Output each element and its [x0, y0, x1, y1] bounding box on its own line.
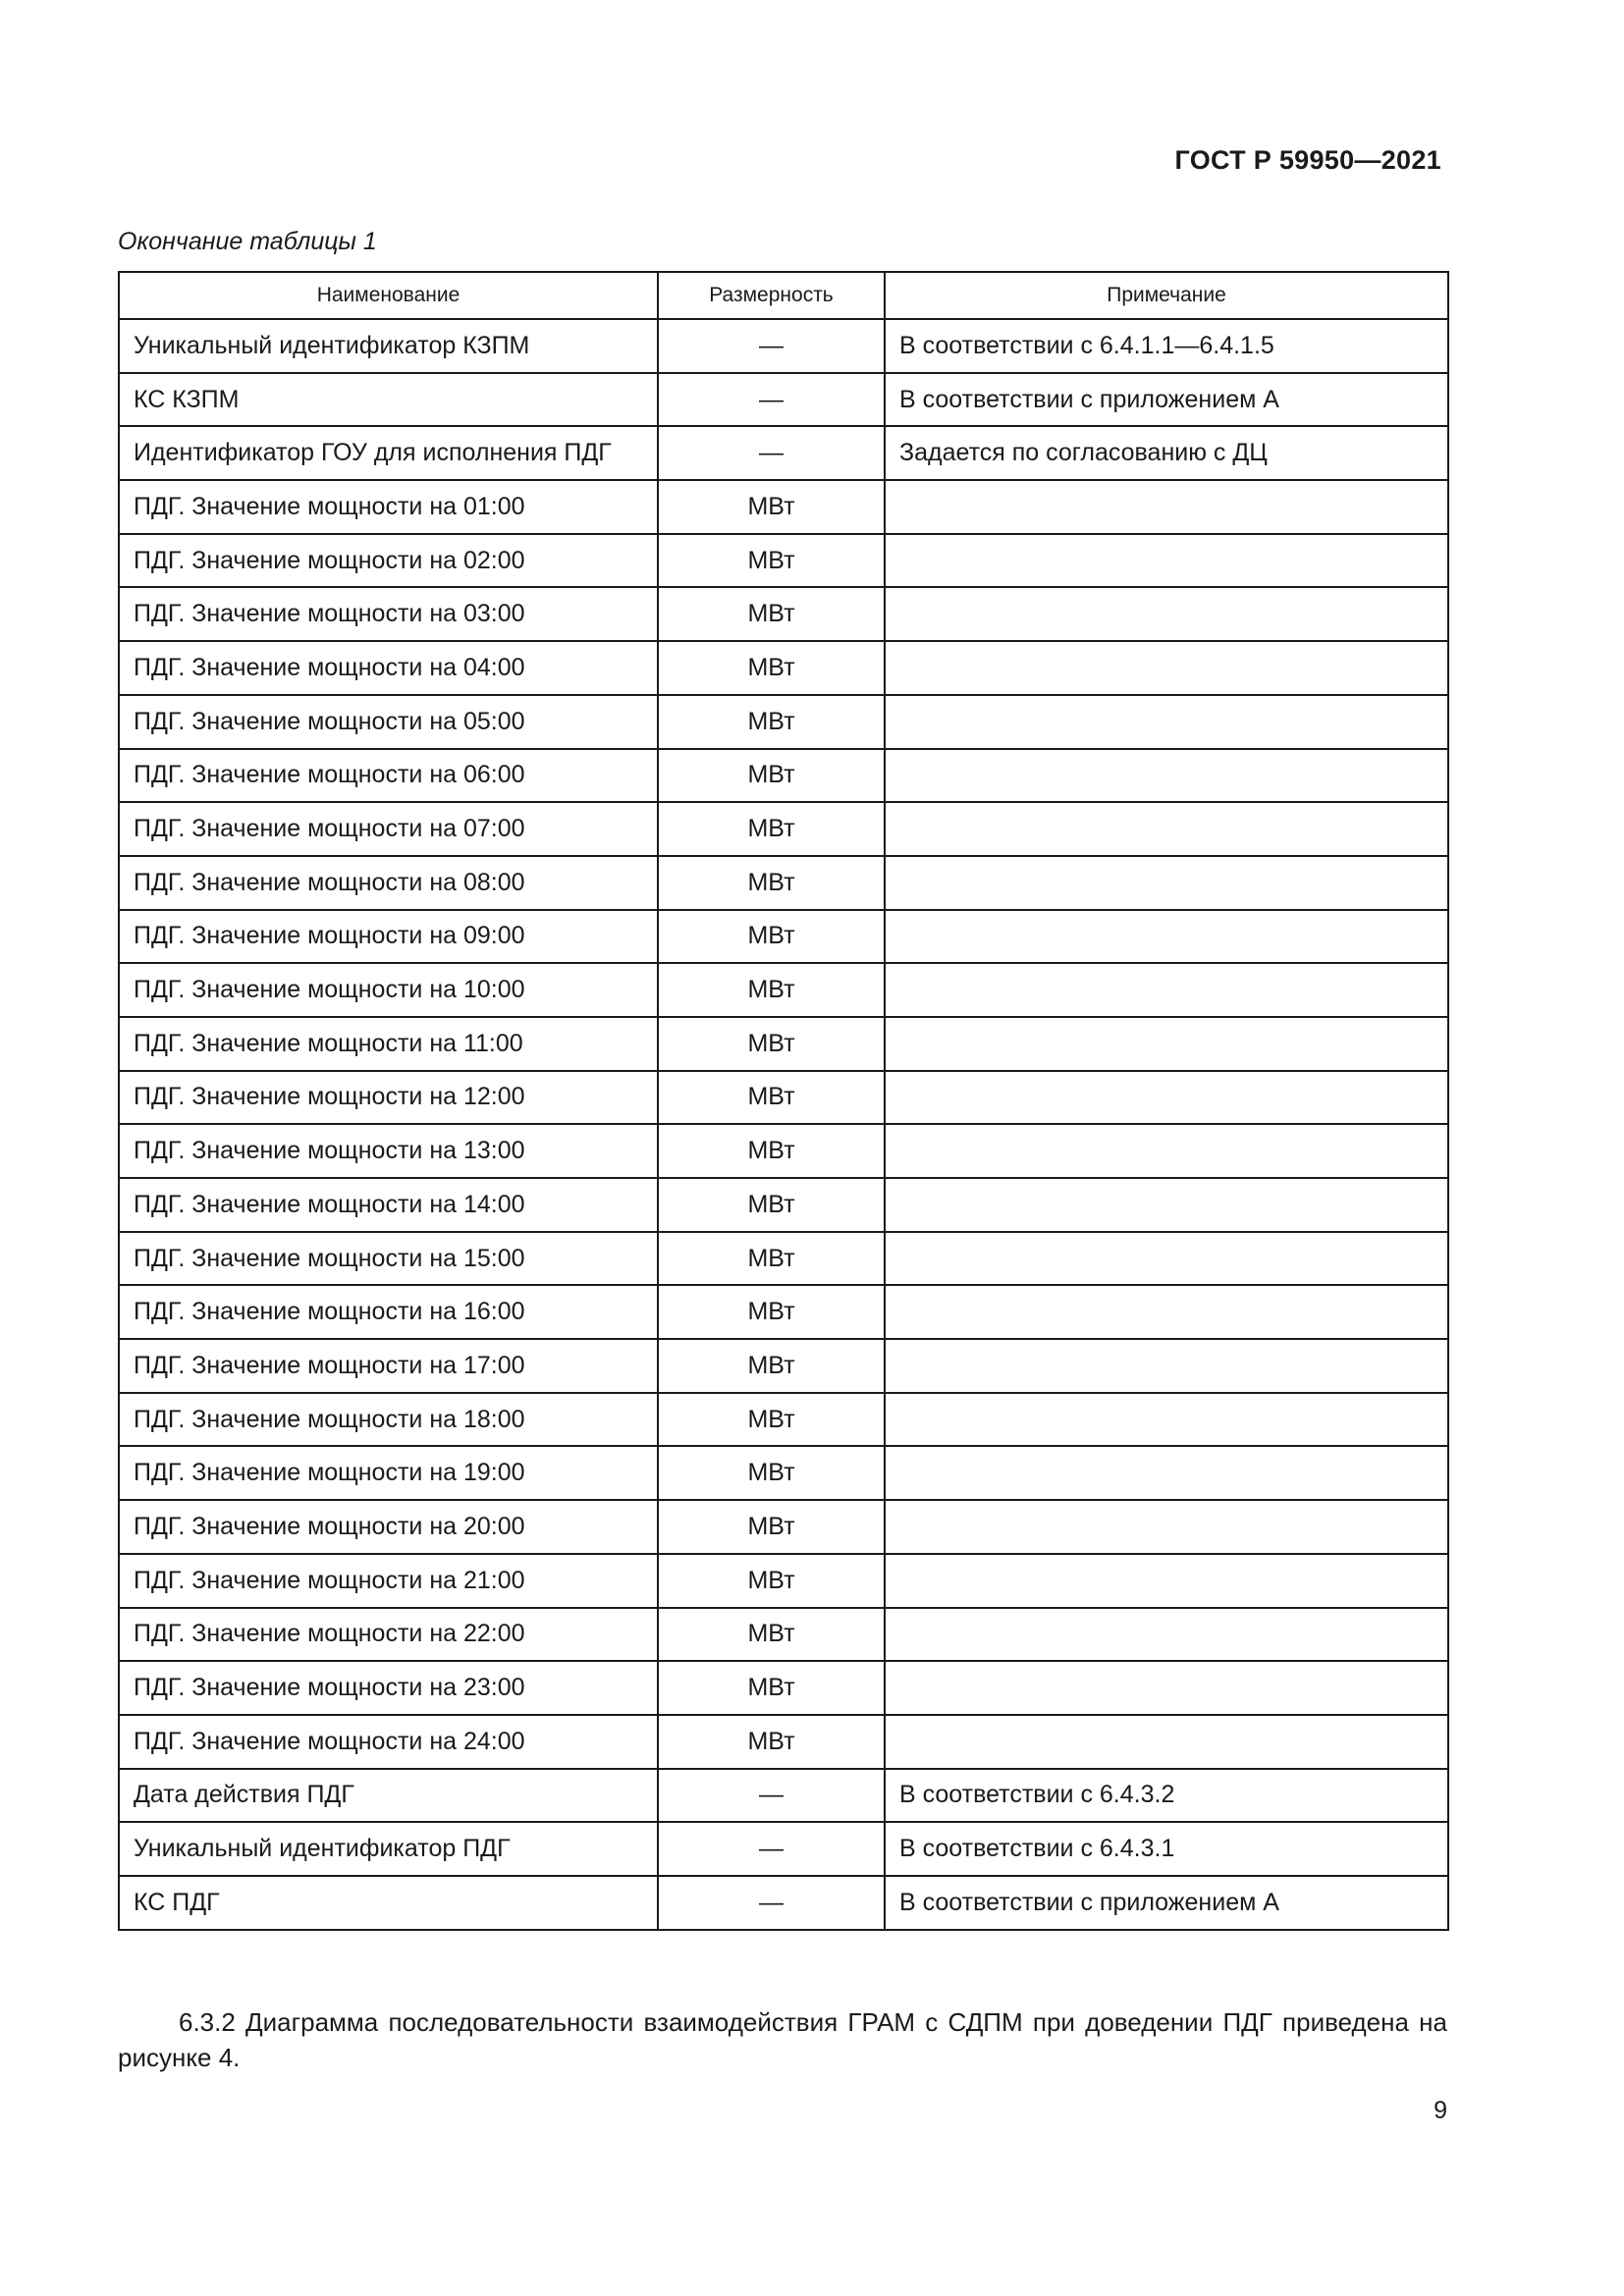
cell-unit: МВт	[658, 1500, 885, 1554]
cell-note: В соответствии с 6.4.3.2	[885, 1769, 1448, 1823]
cell-note: В соответствии с приложением А	[885, 1876, 1448, 1930]
cell-note	[885, 1715, 1448, 1769]
cell-name: ПДГ. Значение мощности на 24:00	[119, 1715, 658, 1769]
table-header-row	[119, 272, 1448, 319]
cell-note	[885, 1554, 1448, 1608]
cell-name: ПДГ. Значение мощности на 08:00	[119, 856, 658, 910]
cell-unit: МВт	[658, 1661, 885, 1715]
cell-note	[885, 1339, 1448, 1393]
cell-name: ПДГ. Значение мощности на 14:00	[119, 1178, 658, 1232]
table-row	[119, 480, 1448, 534]
cell-unit: —	[658, 1822, 885, 1876]
cell-note	[885, 1071, 1448, 1125]
column-header-name: Наименование	[119, 272, 658, 319]
table-row	[119, 641, 1448, 695]
table-row	[119, 587, 1448, 641]
table-row	[119, 534, 1448, 588]
cell-name: ПДГ. Значение мощности на 06:00	[119, 749, 658, 803]
table-row	[119, 1339, 1448, 1393]
cell-unit: МВт	[658, 749, 885, 803]
cell-unit: МВт	[658, 963, 885, 1017]
table-row	[119, 1124, 1448, 1178]
cell-unit: МВт	[658, 1124, 885, 1178]
page-number: 9	[1434, 2097, 1447, 2124]
table-row	[119, 373, 1448, 427]
cell-note	[885, 1124, 1448, 1178]
column-header-unit: Размерность	[658, 272, 885, 319]
cell-name: ПДГ. Значение мощности на 07:00	[119, 802, 658, 856]
cell-note	[885, 802, 1448, 856]
cell-note	[885, 695, 1448, 749]
cell-name: ПДГ. Значение мощности на 19:00	[119, 1446, 658, 1500]
cell-name: ПДГ. Значение мощности на 04:00	[119, 641, 658, 695]
table-row	[119, 856, 1448, 910]
cell-name: ПДГ. Значение мощности на 22:00	[119, 1608, 658, 1662]
table-caption: Окончание таблицы 1	[118, 228, 377, 255]
table-row	[119, 319, 1448, 373]
cell-note	[885, 749, 1448, 803]
cell-unit: МВт	[658, 1715, 885, 1769]
cell-unit: МВт	[658, 1017, 885, 1071]
cell-name: Уникальный идентификатор КЗПМ	[119, 319, 658, 373]
cell-name: Уникальный идентификатор ПДГ	[119, 1822, 658, 1876]
cell-name: КС КЗПМ	[119, 373, 658, 427]
table-row	[119, 1178, 1448, 1232]
cell-note	[885, 856, 1448, 910]
cell-unit: МВт	[658, 1446, 885, 1500]
body-paragraph: 6.3.2 Диаграмма последовательности взаимодействия ГРАМ с СДПМ при доведении ПДГ приведена на рисунке 4.	[118, 2007, 1447, 2072]
cell-note	[885, 1178, 1448, 1232]
cell-unit: —	[658, 319, 885, 373]
table-body	[119, 319, 1448, 1930]
cell-note	[885, 1232, 1448, 1286]
cell-unit: МВт	[658, 1608, 885, 1662]
table-row	[119, 1715, 1448, 1769]
cell-unit: МВт	[658, 641, 885, 695]
cell-note	[885, 910, 1448, 964]
table-row	[119, 1769, 1448, 1823]
data-table	[118, 271, 1449, 1931]
cell-unit: МВт	[658, 856, 885, 910]
cell-name: ПДГ. Значение мощности на 23:00	[119, 1661, 658, 1715]
table-row	[119, 1554, 1448, 1608]
cell-unit: МВт	[658, 1554, 885, 1608]
cell-note: В соответствии с 6.4.1.1—6.4.1.5	[885, 319, 1448, 373]
cell-unit: МВт	[658, 695, 885, 749]
cell-name: ПДГ. Значение мощности на 13:00	[119, 1124, 658, 1178]
cell-note	[885, 1500, 1448, 1554]
cell-note	[885, 1393, 1448, 1447]
table-row	[119, 1500, 1448, 1554]
column-header-note: Примечание	[885, 272, 1448, 319]
cell-unit: МВт	[658, 1178, 885, 1232]
cell-unit: МВт	[658, 910, 885, 964]
cell-unit: МВт	[658, 534, 885, 588]
table-row	[119, 1661, 1448, 1715]
cell-name: ПДГ. Значение мощности на 10:00	[119, 963, 658, 1017]
cell-name: ПДГ. Значение мощности на 18:00	[119, 1393, 658, 1447]
cell-unit: —	[658, 373, 885, 427]
table-row	[119, 1876, 1448, 1930]
cell-note: В соответствии с приложением А	[885, 373, 1448, 427]
table-row	[119, 963, 1448, 1017]
table-row	[119, 1232, 1448, 1286]
table-row	[119, 1608, 1448, 1662]
cell-unit: —	[658, 1769, 885, 1823]
cell-unit: —	[658, 426, 885, 480]
cell-name: ПДГ. Значение мощности на 16:00	[119, 1285, 658, 1339]
cell-note	[885, 641, 1448, 695]
table-row	[119, 426, 1448, 480]
cell-note	[885, 1661, 1448, 1715]
cell-name: ПДГ. Значение мощности на 12:00	[119, 1071, 658, 1125]
cell-name: ПДГ. Значение мощности на 02:00	[119, 534, 658, 588]
cell-unit: МВт	[658, 1339, 885, 1393]
cell-name: ПДГ. Значение мощности на 01:00	[119, 480, 658, 534]
cell-name: ПДГ. Значение мощности на 11:00	[119, 1017, 658, 1071]
cell-unit: МВт	[658, 1393, 885, 1447]
cell-name: Дата действия ПДГ	[119, 1769, 658, 1823]
cell-name: ПДГ. Значение мощности на 21:00	[119, 1554, 658, 1608]
table-row	[119, 1071, 1448, 1125]
cell-note: В соответствии с 6.4.3.1	[885, 1822, 1448, 1876]
table-row	[119, 1446, 1448, 1500]
cell-name: ПДГ. Значение мощности на 09:00	[119, 910, 658, 964]
cell-name: Идентификатор ГОУ для исполнения ПДГ	[119, 426, 658, 480]
table-row	[119, 749, 1448, 803]
table-row	[119, 695, 1448, 749]
cell-note	[885, 480, 1448, 534]
table-row	[119, 1393, 1448, 1447]
cell-name: ПДГ. Значение мощности на 15:00	[119, 1232, 658, 1286]
cell-note	[885, 534, 1448, 588]
cell-note	[885, 1017, 1448, 1071]
cell-name: ПДГ. Значение мощности на 20:00	[119, 1500, 658, 1554]
cell-unit: МВт	[658, 802, 885, 856]
cell-name: ПДГ. Значение мощности на 17:00	[119, 1339, 658, 1393]
cell-unit: МВт	[658, 587, 885, 641]
cell-unit: МВт	[658, 480, 885, 534]
cell-note	[885, 587, 1448, 641]
cell-name: ПДГ. Значение мощности на 03:00	[119, 587, 658, 641]
document-code: ГОСТ Р 59950—2021	[1174, 145, 1441, 175]
cell-name: ПДГ. Значение мощности на 05:00	[119, 695, 658, 749]
cell-note	[885, 1446, 1448, 1500]
cell-name: КС ПДГ	[119, 1876, 658, 1930]
cell-unit: МВт	[658, 1232, 885, 1286]
cell-note	[885, 963, 1448, 1017]
cell-note	[885, 1608, 1448, 1662]
cell-unit: МВт	[658, 1071, 885, 1125]
cell-unit: МВт	[658, 1285, 885, 1339]
table-row	[119, 1017, 1448, 1071]
cell-note	[885, 1285, 1448, 1339]
table-row	[119, 1285, 1448, 1339]
table-row	[119, 910, 1448, 964]
cell-note: Задается по согласованию с ДЦ	[885, 426, 1448, 480]
table-row	[119, 802, 1448, 856]
table-row	[119, 1822, 1448, 1876]
cell-unit: —	[658, 1876, 885, 1930]
